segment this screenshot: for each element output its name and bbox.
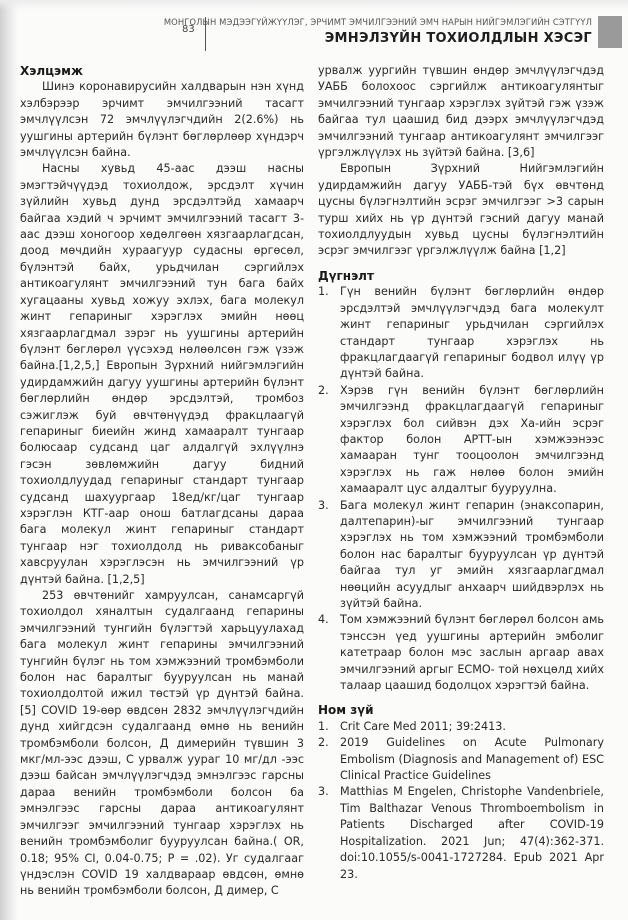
- right-column: [318, 63, 604, 883]
- reference-text: Matthias M Engelen, Christophe Vandenbriele, Tim Balthazar Venous Thromboembolism in Patients Discharged after COVID-19 Hospitalization. 2021 Jun; 47(4):362-371. doi:10.1055/s-0041-1727284. Epub 2021 Apr 23.: [340, 785, 604, 881]
- discussion-paragraph: 253 өвчтөнийг хамруулсан, санамсаргүй тохиолдол хяналтын судалгаанд гепарины эмчилгээний тунгийн бүлэгтэй харьцуулахад бага молекул жинт гепарины эмчилгээний тунгийн бүлэг нь том хэмжээний тромбэмболи болон нас баралтыг бууруулсан нь манай тохиолдолтой ижил төстэй үр дүнтэй байна. [5] COVID 19-өөр өвдсөн 2832 эмчлүүлэгчдийн дунд хийгдсэн судалгаанд өмнө нь венийн тромбэмболи болсон, Д димерийн түвшин 3 мкг/мл-ээс дээш, С урвалж уураг 10 мг/дл -ээс дээш байсан эмчлүүлэгчдэд эмнэлгээс гарсны дараа венийн тромбэмболи болсон ба эмнэлгээс гарсны дараа антикоагулянт эмчилгээг эмчилгээний тунгаар хэрэглэх нь венийн тромбэмболиг бууруулсан байна.( OR, 0.18; 95% CI, 0.04-0.75; P = .02). Уг судалгааг үндэслэн COVID 19 халдвараар өвдсөн, өмнө нь венийн тромбэмболи болсон, Д димер, С: [20, 589, 304, 898]
- discussion-paragraph: Насны хувьд 45-аас дээш насны эмэгтэйчүүдэд тохиолдож, эрсдэлт хүчин зүйлийн хувьд дунд эрсдэлтэйд хамаарч байгаа хэдий ч эрчимт эмчилгээний тасагт 3-аас дээш хоногоор хөдөлгөөн хязгаарлагдсан, доод мөчдийн хураагуур судасны өргөсөл, бүлэнтэй байх, урьдчилан сэргийлэх антикоагулянт эмчилгээний тун бага байх хугацааны хувьд хожуу эхлэх, бага молекул жинт гепариныг хэрэглэх эмийн нөөц хязгаарлагдмал зэрэг нь уушгины артерийн бүлэнт бөглөрөл үүсэхэд нөлөөлсөн гэж үзэж байна.[1,2,5,] Европын Зүрхний нийгэмлэгийн удирдамжийн дагуу уушгины артерийн бүлэнт бөглөрлийн өндөр эрсдэлтэй, тромбоз сэжиглэж буй өвчтөнүүдэд фракцлаагүй гепариныг биеийн жинд хамааралт тунгаар болюсаар судсанд цаг алдалгүй эхлүүлнэ гэсэн зөвлөмжийн дагуу бидний тохиолдлуудад гепариныг стандарт тунгаар судсанд шахуургаар 18ед/кг/цаг тунгаар хэрэглэн КТГ-аар онош батлагдсаны дараа бага молекул жинт гепариныг стандарт тунгаар нэг тохиолдолд нь ривакcобаныг хавсруулан хэрэглэсэн нь эмчилгээний үр дүнтэй байна. [1,2,5]: [20, 162, 304, 586]
- references-list: [318, 719, 604, 883]
- discussion-paragraph: Шинэ коронавирусийн халдварын нэн хүнд хэлбэрээр эрчимт эмчилгээний тасагт эмчлүүлсэн 72 эмчлүүлэгчдийн 2(2.6%) нь уушгины артерийн бүлэнт бөглөрлөөр хүндэрч эмчлүүлсэн байна.: [20, 80, 304, 160]
- conclusion-item: [318, 498, 604, 613]
- reference-text: Crit Care Med 2011; 39:2413.: [340, 719, 506, 733]
- list-number: 1.: [318, 719, 329, 733]
- list-number: 3.: [318, 498, 329, 512]
- discussion-heading: Хэлцэмж: [20, 64, 83, 78]
- discussion-paragraph: Европын Зүрхний Нийгэмлэгийн удирдамжийн дагуу УАББ-тэй бүх өвчтөнд цусны бүлэгнэлтийн эсрэг эмчилгээг >3 сарын турш хийх нь үр дүнтэй гэсний дагуу манай тохиолдлуудын хувьд цусны бүлэгнэлтийн эсрэг эмчилгээг үргэлжлүүлж байна [1,2]: [318, 162, 604, 258]
- conclusion-text: Бага молекул жинт гепарин (энаксопарин, далтепарин)-ыг эмчилгээний тунгаар хэрэглэх нь том хэмжээний тромбэмболи болон нас баралтыг бууруулсан үр дүнтэй байгаа тул уг эмийн хязгаарлагдмал нөөцийн асуудлыг анхаарч шийдвэрлэх нь зүйтэй байна.: [340, 498, 604, 610]
- discussion-paragraph-continued: урвалж уургийн түвшин өндөр эмчлүүлэгчдэд УАББ болохоос сэргийлж антикоагулянтыг эмчилгээний тунгаар хэрэглэх зүйтэй гэж үзэж байгаа тул цаашид бид дээрх эмчлүүлэгчдэд эмчилгээний тунгаар антикоагулянт эмчилгээг үргэлжлүүлэх нь зүйтэй байна. [3,6]: [318, 64, 604, 160]
- conclusion-item: [318, 383, 604, 498]
- list-number: 2.: [318, 383, 329, 397]
- conclusion-item: [318, 284, 604, 382]
- conclusion-heading: Дүгнэлт: [318, 268, 374, 283]
- list-number: 4.: [318, 613, 329, 627]
- page-header: [0, 0, 628, 60]
- section-title: ЭМНЭЛЗҮЙН ТОХИОЛДЛЫН ХЭСЭГ: [324, 31, 592, 46]
- conclusion-text: Гүн венийн бүлэнт бөглөрлийн өндөр эрсдэлтэй эмчлүүлэгчдэд бага молекулт жинт гепариныг урьдчилан сэргийлэх стандарт тунгаар хэрэглэх нь фракцлагдаагүй гепариныг бодвол илүү үр дүнтэй байна.: [340, 285, 604, 381]
- journal-title: МОНГОЛЫН МЭДЭЭГҮЙЖҮҮЛЭГ, ЭРЧИМТ ЭМЧИЛГЭЭНИЙ ЭМЧ НАРЫН НИЙГЭМЛЭГИЙН СЭТГҮҮЛ: [163, 17, 592, 27]
- reference-item: [318, 719, 604, 735]
- list-number: 2.: [318, 736, 329, 750]
- conclusion-text: Хэрэв гүн венийн бүлэнт бөглөрлийн эмчилгээнд фракцлагдаагүй гепариныг хэрэглэх бол сийвэн дэх Ха-ийн эсрэг фактор болон АРТТ-ын хэмжээнээс хамааран тунг тооцоолон эмчилгээнд хэрэглэх нь гаж нөлөө болон эмийн хамааралт цус алдалтыг бууруулна.: [340, 383, 604, 496]
- conclusion-list: [318, 284, 604, 694]
- reference-item: [318, 735, 604, 784]
- reference-text: 2019 Guidelines on Acute Pulmonary Embolism (Diagnosis and Management of) ESC Clinical Practice Guidelines: [340, 736, 604, 783]
- reference-item: [318, 784, 604, 882]
- header-color-block: [598, 16, 622, 48]
- list-number: 1.: [318, 285, 329, 299]
- page-number: 83: [182, 24, 195, 35]
- page-binding-shadow: [0, 0, 18, 920]
- left-column: [20, 63, 304, 900]
- conclusion-item: [318, 612, 604, 694]
- conclusion-text: Том хэмжээний бүлэнт бөглөрөл болсон амь тэнссэн үед уушгины артерийн эмболиг катетраар болон мэс заслын аргаар авах эмчилгээний аргыг ЕСМО- той нөхцөлд хийх талаар цаашид бодолцох хэрэгтэй байна.: [340, 613, 604, 693]
- list-number: 3.: [318, 785, 329, 799]
- references-heading: Ном зүй: [318, 703, 374, 718]
